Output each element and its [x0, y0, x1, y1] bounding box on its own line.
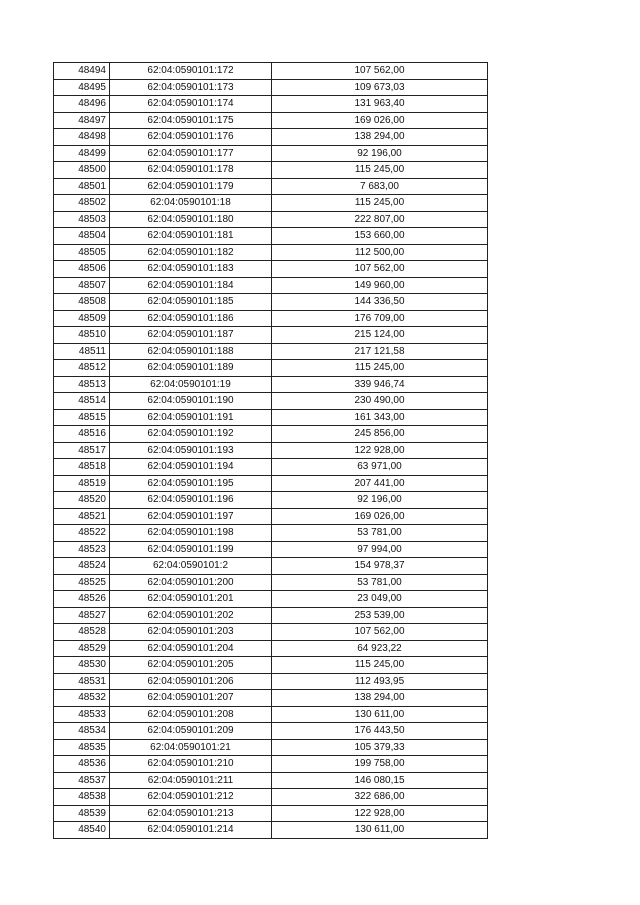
- row-number-cell: 48540: [54, 822, 110, 839]
- row-number-cell: 48498: [54, 129, 110, 146]
- row-number-cell: 48524: [54, 558, 110, 575]
- value-cell: 138 294,00: [272, 690, 488, 707]
- table-row: [54, 442, 488, 459]
- cadastral-number-cell: 62:04:0590101:178: [110, 162, 272, 179]
- row-number-cell: 48518: [54, 459, 110, 476]
- cadastral-number-cell: 62:04:0590101:189: [110, 360, 272, 377]
- cadastral-number-cell: 62:04:0590101:180: [110, 211, 272, 228]
- table-row: [54, 789, 488, 806]
- row-number-cell: 48511: [54, 343, 110, 360]
- cadastral-number-cell: 62:04:0590101:173: [110, 79, 272, 96]
- value-cell: 112 493,95: [272, 673, 488, 690]
- cadastral-number-cell: 62:04:0590101:214: [110, 822, 272, 839]
- row-number-cell: 48502: [54, 195, 110, 212]
- value-cell: 138 294,00: [272, 129, 488, 146]
- value-cell: 130 611,00: [272, 706, 488, 723]
- cadastral-number-cell: 62:04:0590101:184: [110, 277, 272, 294]
- row-number-cell: 48508: [54, 294, 110, 311]
- row-number-cell: 48535: [54, 739, 110, 756]
- value-cell: 115 245,00: [272, 360, 488, 377]
- table-row: [54, 96, 488, 113]
- value-cell: 154 978,37: [272, 558, 488, 575]
- row-number-cell: 48496: [54, 96, 110, 113]
- value-cell: 169 026,00: [272, 508, 488, 525]
- cadastral-number-cell: 62:04:0590101:196: [110, 492, 272, 509]
- table-row: [54, 459, 488, 476]
- value-cell: 105 379,33: [272, 739, 488, 756]
- value-cell: 176 709,00: [272, 310, 488, 327]
- table-row: [54, 145, 488, 162]
- table-row: [54, 112, 488, 129]
- cadastral-number-cell: 62:04:0590101:204: [110, 640, 272, 657]
- row-number-cell: 48530: [54, 657, 110, 674]
- table-row: [54, 327, 488, 344]
- row-number-cell: 48527: [54, 607, 110, 624]
- value-cell: 176 443,50: [272, 723, 488, 740]
- table-row: [54, 756, 488, 773]
- row-number-cell: 48510: [54, 327, 110, 344]
- row-number-cell: 48520: [54, 492, 110, 509]
- cadastral-number-cell: 62:04:0590101:195: [110, 475, 272, 492]
- row-number-cell: 48534: [54, 723, 110, 740]
- table-row: [54, 690, 488, 707]
- cadastral-number-cell: 62:04:0590101:209: [110, 723, 272, 740]
- cadastral-number-cell: 62:04:0590101:176: [110, 129, 272, 146]
- cadastral-number-cell: 62:04:0590101:198: [110, 525, 272, 542]
- table-row: [54, 772, 488, 789]
- value-cell: 92 196,00: [272, 492, 488, 509]
- table-row: [54, 129, 488, 146]
- table-row: [54, 244, 488, 261]
- cadastral-number-cell: 62:04:0590101:21: [110, 739, 272, 756]
- row-number-cell: 48532: [54, 690, 110, 707]
- row-number-cell: 48523: [54, 541, 110, 558]
- table-row: [54, 79, 488, 96]
- cadastral-number-cell: 62:04:0590101:188: [110, 343, 272, 360]
- table-row: [54, 805, 488, 822]
- row-number-cell: 48515: [54, 409, 110, 426]
- cadastral-number-cell: 62:04:0590101:201: [110, 591, 272, 608]
- table-row: [54, 574, 488, 591]
- cadastral-number-cell: 62:04:0590101:202: [110, 607, 272, 624]
- row-number-cell: 48507: [54, 277, 110, 294]
- value-cell: 63 971,00: [272, 459, 488, 476]
- cadastral-number-cell: 62:04:0590101:208: [110, 706, 272, 723]
- cadastral-number-cell: 62:04:0590101:192: [110, 426, 272, 443]
- row-number-cell: 48526: [54, 591, 110, 608]
- value-cell: 215 124,00: [272, 327, 488, 344]
- cadastral-number-cell: 62:04:0590101:197: [110, 508, 272, 525]
- row-number-cell: 48514: [54, 393, 110, 410]
- table-row: [54, 723, 488, 740]
- value-cell: 169 026,00: [272, 112, 488, 129]
- cadastral-number-cell: 62:04:0590101:211: [110, 772, 272, 789]
- value-cell: 115 245,00: [272, 162, 488, 179]
- table-row: [54, 162, 488, 179]
- table-row: [54, 211, 488, 228]
- row-number-cell: 48509: [54, 310, 110, 327]
- row-number-cell: 48501: [54, 178, 110, 195]
- row-number-cell: 48528: [54, 624, 110, 641]
- table-row: [54, 393, 488, 410]
- cadastral-number-cell: 62:04:0590101:185: [110, 294, 272, 311]
- cadastral-value-table: [53, 62, 488, 839]
- value-cell: 146 080,15: [272, 772, 488, 789]
- cadastral-number-cell: 62:04:0590101:212: [110, 789, 272, 806]
- value-cell: 122 928,00: [272, 442, 488, 459]
- cadastral-number-cell: 62:04:0590101:181: [110, 228, 272, 245]
- table-row: [54, 508, 488, 525]
- cadastral-number-cell: 62:04:0590101:186: [110, 310, 272, 327]
- value-cell: 64 923,22: [272, 640, 488, 657]
- cadastral-number-cell: 62:04:0590101:205: [110, 657, 272, 674]
- row-number-cell: 48505: [54, 244, 110, 261]
- cadastral-number-cell: 62:04:0590101:200: [110, 574, 272, 591]
- value-cell: 144 336,50: [272, 294, 488, 311]
- value-cell: 115 245,00: [272, 195, 488, 212]
- value-cell: 153 660,00: [272, 228, 488, 245]
- value-cell: 7 683,00: [272, 178, 488, 195]
- table-row: [54, 228, 488, 245]
- row-number-cell: 48506: [54, 261, 110, 278]
- table-row: [54, 525, 488, 542]
- row-number-cell: 48539: [54, 805, 110, 822]
- table-row: [54, 360, 488, 377]
- cadastral-number-cell: 62:04:0590101:190: [110, 393, 272, 410]
- cadastral-number-cell: 62:04:0590101:175: [110, 112, 272, 129]
- table-row: [54, 409, 488, 426]
- cadastral-number-cell: 62:04:0590101:199: [110, 541, 272, 558]
- table-row: [54, 343, 488, 360]
- value-cell: 253 539,00: [272, 607, 488, 624]
- table-row: [54, 591, 488, 608]
- table-row: [54, 277, 488, 294]
- value-cell: 322 686,00: [272, 789, 488, 806]
- value-cell: 339 946,74: [272, 376, 488, 393]
- row-number-cell: 48536: [54, 756, 110, 773]
- table-row: [54, 673, 488, 690]
- row-number-cell: 48516: [54, 426, 110, 443]
- table-row: [54, 492, 488, 509]
- value-cell: 207 441,00: [272, 475, 488, 492]
- table-row: [54, 607, 488, 624]
- row-number-cell: 48497: [54, 112, 110, 129]
- cadastral-number-cell: 62:04:0590101:194: [110, 459, 272, 476]
- table-row: [54, 310, 488, 327]
- table-row: [54, 178, 488, 195]
- cadastral-number-cell: 62:04:0590101:206: [110, 673, 272, 690]
- value-cell: 122 928,00: [272, 805, 488, 822]
- table-row: [54, 822, 488, 839]
- cadastral-number-cell: 62:04:0590101:19: [110, 376, 272, 393]
- cadastral-number-cell: 62:04:0590101:191: [110, 409, 272, 426]
- table-row: [54, 640, 488, 657]
- value-cell: 245 856,00: [272, 426, 488, 443]
- row-number-cell: 48519: [54, 475, 110, 492]
- value-cell: 109 673,03: [272, 79, 488, 96]
- cadastral-number-cell: 62:04:0590101:2: [110, 558, 272, 575]
- value-cell: 230 490,00: [272, 393, 488, 410]
- row-number-cell: 48503: [54, 211, 110, 228]
- row-number-cell: 48533: [54, 706, 110, 723]
- row-number-cell: 48512: [54, 360, 110, 377]
- table-row: [54, 475, 488, 492]
- value-cell: 161 343,00: [272, 409, 488, 426]
- cadastral-number-cell: 62:04:0590101:187: [110, 327, 272, 344]
- table-row: [54, 426, 488, 443]
- value-cell: 53 781,00: [272, 525, 488, 542]
- value-cell: 107 562,00: [272, 63, 488, 80]
- cadastral-number-cell: 62:04:0590101:18: [110, 195, 272, 212]
- row-number-cell: 48537: [54, 772, 110, 789]
- value-cell: 217 121,58: [272, 343, 488, 360]
- value-cell: 130 611,00: [272, 822, 488, 839]
- table-row: [54, 541, 488, 558]
- cadastral-number-cell: 62:04:0590101:177: [110, 145, 272, 162]
- row-number-cell: 48500: [54, 162, 110, 179]
- cadastral-number-cell: 62:04:0590101:193: [110, 442, 272, 459]
- row-number-cell: 48495: [54, 79, 110, 96]
- row-number-cell: 48494: [54, 63, 110, 80]
- row-number-cell: 48504: [54, 228, 110, 245]
- value-cell: 115 245,00: [272, 657, 488, 674]
- value-cell: 97 994,00: [272, 541, 488, 558]
- value-cell: 131 963,40: [272, 96, 488, 113]
- table-row: [54, 261, 488, 278]
- cadastral-number-cell: 62:04:0590101:203: [110, 624, 272, 641]
- value-cell: 199 758,00: [272, 756, 488, 773]
- row-number-cell: 48531: [54, 673, 110, 690]
- value-cell: 53 781,00: [272, 574, 488, 591]
- cadastral-number-cell: 62:04:0590101:213: [110, 805, 272, 822]
- table-row: [54, 657, 488, 674]
- row-number-cell: 48525: [54, 574, 110, 591]
- row-number-cell: 48513: [54, 376, 110, 393]
- value-cell: 107 562,00: [272, 261, 488, 278]
- row-number-cell: 48529: [54, 640, 110, 657]
- row-number-cell: 48517: [54, 442, 110, 459]
- value-cell: 112 500,00: [272, 244, 488, 261]
- value-cell: 222 807,00: [272, 211, 488, 228]
- row-number-cell: 48538: [54, 789, 110, 806]
- cadastral-number-cell: 62:04:0590101:179: [110, 178, 272, 195]
- cadastral-number-cell: 62:04:0590101:207: [110, 690, 272, 707]
- table-row: [54, 739, 488, 756]
- cadastral-number-cell: 62:04:0590101:183: [110, 261, 272, 278]
- row-number-cell: 48499: [54, 145, 110, 162]
- cadastral-number-cell: 62:04:0590101:210: [110, 756, 272, 773]
- table-body: [54, 63, 488, 839]
- table-row: [54, 63, 488, 80]
- value-cell: 23 049,00: [272, 591, 488, 608]
- table-row: [54, 376, 488, 393]
- table-row: [54, 706, 488, 723]
- cadastral-number-cell: 62:04:0590101:172: [110, 63, 272, 80]
- cadastral-number-cell: 62:04:0590101:174: [110, 96, 272, 113]
- row-number-cell: 48521: [54, 508, 110, 525]
- row-number-cell: 48522: [54, 525, 110, 542]
- table-row: [54, 558, 488, 575]
- cadastral-number-cell: 62:04:0590101:182: [110, 244, 272, 261]
- table-row: [54, 195, 488, 212]
- table-row: [54, 294, 488, 311]
- value-cell: 92 196,00: [272, 145, 488, 162]
- table-row: [54, 624, 488, 641]
- value-cell: 149 960,00: [272, 277, 488, 294]
- value-cell: 107 562,00: [272, 624, 488, 641]
